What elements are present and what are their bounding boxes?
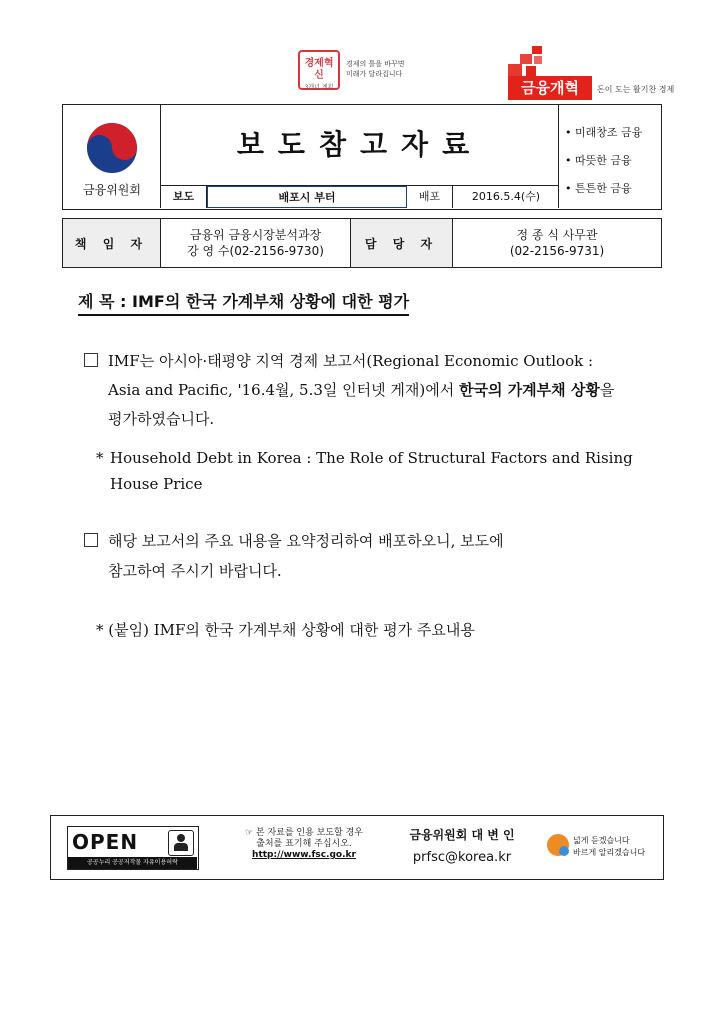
checkbox-bullet-icon bbox=[84, 353, 98, 367]
finance-reform-logo bbox=[480, 46, 675, 100]
note-asterisk: * bbox=[96, 449, 104, 467]
speech-bubble-icon bbox=[547, 834, 569, 856]
kogl-open-text: OPEN bbox=[72, 830, 139, 854]
finance-reform-title: 금융개혁 bbox=[508, 76, 592, 100]
citation-note-line: ☞ 본 자료를 인용 보도할 경우 bbox=[244, 828, 363, 838]
economic-innovation-tagline: 경제의 틀을 바꾸면 미래가 달라집니다 bbox=[346, 60, 405, 78]
paragraph-line: 해당 보고서의 주요 내용을 요약정리하여 배포하오니, 보도에 bbox=[108, 532, 504, 550]
lead-person bbox=[161, 219, 351, 267]
paragraph-text: Asia and Pacific, '16.4월, 5.3일 인터넷 게재)에서 bbox=[108, 381, 459, 399]
paragraph-line: IMF는 아시아·태평양 지역 경제 보고서(Regional Economic Outlook : bbox=[108, 352, 594, 370]
finance-reform-blocks bbox=[508, 46, 548, 76]
title-cell bbox=[161, 105, 559, 185]
kogl-caption: 공공누리 공공저작물 자유이용허락 bbox=[68, 857, 197, 869]
lead-person-contact: 강 영 수(02-2156-9730) bbox=[187, 244, 324, 258]
release-label: 보도 bbox=[161, 186, 207, 208]
press-header bbox=[62, 104, 662, 210]
citation-note-line: 출처를 표기해 주십시오. bbox=[256, 839, 352, 849]
emphasized-text: 한국의 가계부채 상황 bbox=[459, 381, 600, 399]
checkbox-bullet-icon bbox=[84, 533, 98, 547]
contact-person-phone: (02-2156-9731) bbox=[509, 244, 605, 258]
distribution-label: 배포 bbox=[407, 186, 453, 208]
communication-line: 넓게 듣겠습니다 bbox=[573, 836, 630, 845]
website-link[interactable]: http://www.fsc.go.kr bbox=[252, 850, 356, 860]
spokesperson-block bbox=[387, 826, 537, 865]
finance-reform-tagline: 돈이 도는 활기찬 경제 bbox=[597, 85, 675, 94]
slogan-list bbox=[559, 105, 663, 208]
kogl-license-badge bbox=[67, 826, 199, 870]
agency-name: 금융위원회 bbox=[83, 183, 141, 197]
lead-label: 책 임 자 bbox=[63, 219, 161, 267]
paragraph-text: 을 bbox=[599, 381, 615, 399]
contact-person bbox=[453, 219, 661, 267]
agency-emblem-cell bbox=[63, 105, 161, 208]
economic-innovation-seal bbox=[298, 50, 340, 90]
document-title: 보도참고자료 bbox=[236, 128, 484, 161]
attribution-icon bbox=[168, 830, 194, 856]
government-emblem-icon bbox=[87, 123, 137, 173]
distribution-date: 2016.5.4(수) bbox=[471, 190, 541, 203]
spokesperson-title: 금융위원회 대 변 인 bbox=[409, 828, 515, 842]
spokesperson-email[interactable]: prfsc@korea.kr bbox=[412, 850, 512, 865]
citation-note bbox=[229, 828, 379, 861]
note-line: Household Debt in Korea : The Role of Structural Factors and Rising bbox=[110, 449, 633, 467]
communication-line: 바르게 알리겠습니다 bbox=[573, 848, 646, 857]
contact-person-name: 정 종 식 사무관 bbox=[516, 228, 598, 242]
footer bbox=[50, 815, 664, 880]
communication-logo bbox=[547, 830, 661, 866]
slogan-item: • 따뜻한 금융 bbox=[565, 154, 632, 167]
seal-text: 경제혁신 bbox=[304, 58, 334, 81]
attachment-note: * (붙임) IMF의 한국 가계부채 상황에 대한 평가 주요내용 bbox=[96, 621, 475, 639]
slogan-item: • 미래창조 금융 bbox=[565, 126, 643, 139]
paragraph-line: 참고하여 주시기 바랍니다. bbox=[108, 562, 282, 580]
note-line: House Price bbox=[110, 475, 203, 493]
subject-heading: 제 목 : IMF의 한국 가계부채 상황에 대한 평가 bbox=[78, 289, 409, 316]
economic-innovation-logo bbox=[298, 50, 410, 90]
responsibility-table bbox=[62, 218, 662, 268]
release-row bbox=[161, 185, 559, 208]
paragraph-line: 평가하였습니다. bbox=[108, 410, 215, 428]
slogan-item: • 튼튼한 금융 bbox=[565, 182, 632, 195]
paragraph-line bbox=[108, 379, 614, 400]
contact-label: 담 당 자 bbox=[351, 219, 453, 267]
release-value: 배포시 부터 bbox=[207, 186, 407, 208]
lead-person-title: 금융위 금융시장분석과장 bbox=[189, 228, 322, 242]
seal-subtext: 3개년 계획 bbox=[304, 84, 334, 91]
